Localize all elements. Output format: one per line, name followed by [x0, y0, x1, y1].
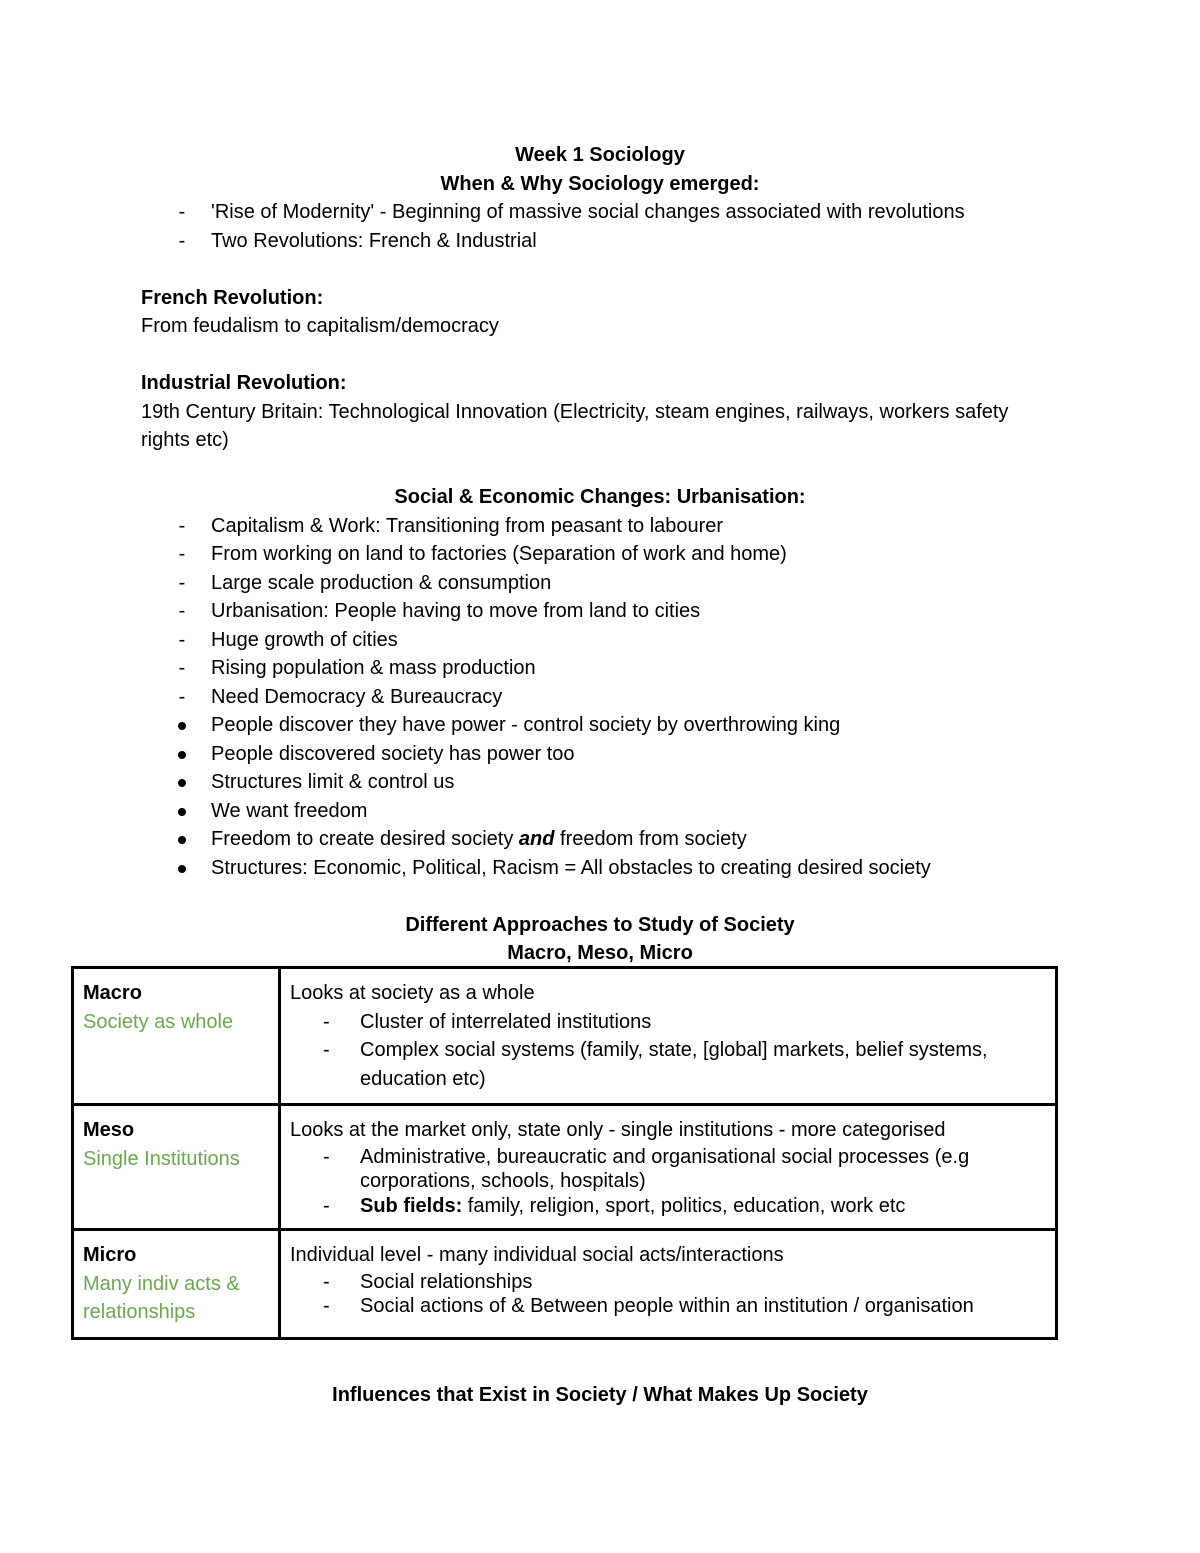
macro-label: Macro: [83, 982, 142, 1004]
dash-marker: -: [178, 600, 186, 622]
list-item: - Sub fields: family, religion, sport, politics, education, work etc: [323, 1194, 906, 1217]
list-item: - Need Democracy & Bureaucracy: [141, 683, 1059, 712]
dash-marker: -: [178, 543, 186, 565]
list-item: - From working on land to factories (Separation of work and home): [141, 540, 1059, 569]
list-item: - Two Revolutions: French & Industrial: [141, 227, 1059, 256]
industrial-revolution-heading: Industrial Revolution:: [141, 372, 347, 394]
page-title: Week 1 Sociology: [515, 144, 685, 166]
list-item: - Rising population & mass production: [141, 654, 1059, 683]
table-row-micro: [73, 1230, 1057, 1339]
social-changes-heading: Social & Economic Changes: Urbanisation:: [394, 486, 806, 508]
macro-list: [290, 1008, 1046, 1094]
approaches-heading: Different Approaches to Study of Society: [405, 913, 795, 936]
dash-marker: -: [323, 1010, 330, 1033]
dash-marker: -: [323, 1039, 330, 1061]
dash-marker: -: [178, 628, 186, 651]
social-changes-list: [141, 512, 1059, 883]
dash-marker: -: [323, 1145, 330, 1168]
approaches-table: [71, 966, 1058, 1340]
list-item: - Administrative, bureaucratic and organisational social processes (e.g corporations, schools, hospitals): [323, 1145, 970, 1192]
dash-marker: -: [323, 1194, 330, 1217]
bullet-icon: [178, 751, 186, 759]
list-item: - Social relationships: [323, 1270, 533, 1293]
list-item: - Urbanisation: People having to move from land to cities: [141, 597, 1059, 626]
list-item: - Complex social systems (family, state, [global] markets, belief systems, education etc): [290, 1036, 1046, 1093]
bullet-icon: [178, 808, 186, 816]
list-item: Structures: Economic, Political, Racism = All obstacles to creating desired society: [141, 854, 1059, 883]
list-item: Freedom to create desired society and freedom from society: [141, 825, 1059, 854]
list-item: - Cluster of interrelated institutions: [290, 1008, 1046, 1037]
list-item: People discover they have power - control society by overthrowing king: [141, 711, 1059, 740]
approaches-subheading: Macro, Meso, Micro: [507, 942, 693, 964]
dash-marker: -: [323, 1295, 330, 1317]
bullet-icon: [178, 722, 186, 730]
list-item: - Large scale production & consumption: [141, 569, 1059, 598]
french-revolution-text: From feudalism to capitalism/democracy: [141, 315, 499, 337]
subfields-label: Sub fields:: [360, 1194, 463, 1217]
micro-label-cell: [73, 1230, 280, 1339]
macro-detail-cell: [280, 968, 1057, 1105]
bullet-icon: [178, 836, 186, 844]
micro-list: [290, 1270, 1046, 1319]
french-revolution-heading: French Revolution:: [141, 286, 324, 309]
bullet-icon: [178, 779, 186, 787]
micro-description: Many indiv acts & relationships: [83, 1272, 240, 1323]
meso-description: Single Institutions: [83, 1147, 240, 1170]
macro-intro: Looks at society as a whole: [290, 982, 535, 1004]
meso-list: [290, 1145, 1046, 1219]
table-row-macro: [73, 968, 1057, 1105]
list-item: - Capitalism & Work: Transitioning from peasant to labourer: [141, 512, 1059, 541]
influences-heading: Influences that Exist in Society / What Makes Up Society: [332, 1384, 868, 1406]
industrial-revolution-text: 19th Century Britain: Technological Innovation (Electricity, steam engines, railways, workers safety rights etc): [141, 400, 1009, 451]
macro-description: Society as whole: [83, 1010, 234, 1033]
table-row-meso: [73, 1105, 1057, 1230]
when-why-heading: When & Why Sociology emerged:: [440, 172, 760, 195]
dash-marker: -: [178, 685, 186, 708]
list-item: We want freedom: [141, 797, 1059, 826]
dash-marker: -: [178, 571, 186, 594]
emphasis-and: and: [518, 828, 555, 850]
dash-marker: -: [323, 1270, 330, 1293]
dash-marker: -: [178, 657, 186, 679]
list-item: - 'Rise of Modernity' - Beginning of massive social changes associated with revolutions: [141, 198, 1059, 227]
when-why-list: [141, 198, 1059, 255]
document-body: [141, 141, 1059, 968]
meso-intro: Looks at the market only, state only - single institutions - more categorised: [290, 1119, 946, 1141]
bullet-icon: [178, 865, 186, 873]
meso-label: Meso: [83, 1119, 135, 1141]
macro-label-cell: [73, 968, 280, 1105]
micro-intro: Individual level - many individual social acts/interactions: [290, 1244, 784, 1266]
dash-marker: -: [178, 514, 186, 537]
list-item: People discovered society has power too: [141, 740, 1059, 769]
list-item: - Huge growth of cities: [141, 626, 1059, 655]
list-item: - Social actions of & Between people within an institution / organisation: [323, 1295, 974, 1317]
meso-label-cell: [73, 1105, 280, 1230]
list-item: Structures limit & control us: [141, 768, 1059, 797]
micro-detail-cell: [280, 1230, 1057, 1339]
dash-marker: -: [178, 229, 186, 252]
dash-marker: -: [178, 201, 186, 223]
meso-detail-cell: [280, 1105, 1057, 1230]
micro-label: Micro: [83, 1244, 137, 1266]
